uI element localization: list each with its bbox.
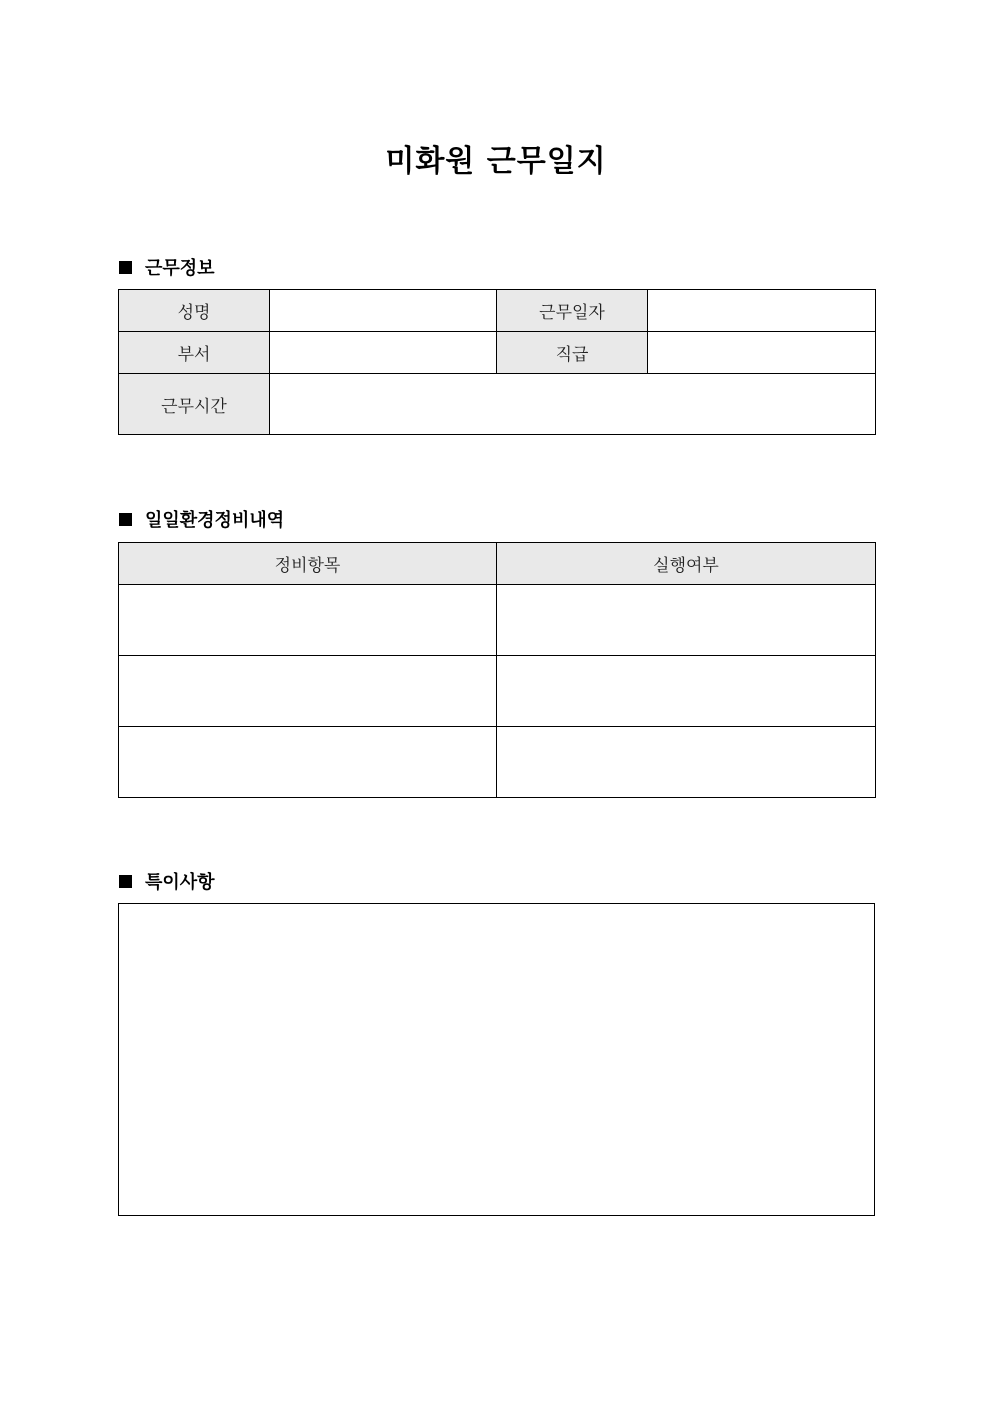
daily-cleanup-heading	[119, 506, 284, 532]
work-info-table	[118, 289, 876, 435]
work-hours-field[interactable]	[270, 374, 876, 435]
name-field[interactable]	[270, 290, 497, 332]
department-label: 부서	[119, 332, 270, 374]
remarks-heading	[119, 868, 215, 894]
remarks-heading-text: 특이사항	[145, 872, 215, 893]
work-hours-label: 근무시간	[119, 374, 270, 435]
cleanup-item-field[interactable]	[119, 656, 497, 727]
table-header-row	[119, 543, 876, 585]
square-bullet-icon	[119, 261, 132, 274]
document-title: 미화원 근무일지	[385, 144, 607, 179]
work-info-heading-text: 근무정보	[145, 258, 215, 279]
square-bullet-icon	[119, 513, 132, 526]
name-label: 성명	[119, 290, 270, 332]
department-field[interactable]	[270, 332, 497, 374]
cleanup-item-field[interactable]	[119, 585, 497, 656]
position-field[interactable]	[648, 332, 876, 374]
position-label: 직급	[497, 332, 648, 374]
column-header-done: 실행여부	[497, 543, 876, 585]
cleanup-done-field[interactable]	[497, 585, 876, 656]
table-row	[119, 656, 876, 727]
daily-cleanup-table	[118, 542, 876, 798]
work-info-heading	[119, 254, 215, 280]
work-date-label: 근무일자	[497, 290, 648, 332]
daily-cleanup-heading-text: 일일환경정비내역	[145, 510, 285, 531]
table-row	[119, 290, 876, 332]
table-row	[119, 585, 876, 656]
cleanup-done-field[interactable]	[497, 656, 876, 727]
square-bullet-icon	[119, 875, 132, 888]
work-date-field[interactable]	[648, 290, 876, 332]
cleanup-item-field[interactable]	[119, 727, 497, 798]
table-row	[119, 374, 876, 435]
cleanup-done-field[interactable]	[497, 727, 876, 798]
column-header-item: 정비항목	[119, 543, 497, 585]
remarks-field[interactable]	[118, 903, 875, 1216]
table-row	[119, 727, 876, 798]
table-row	[119, 332, 876, 374]
